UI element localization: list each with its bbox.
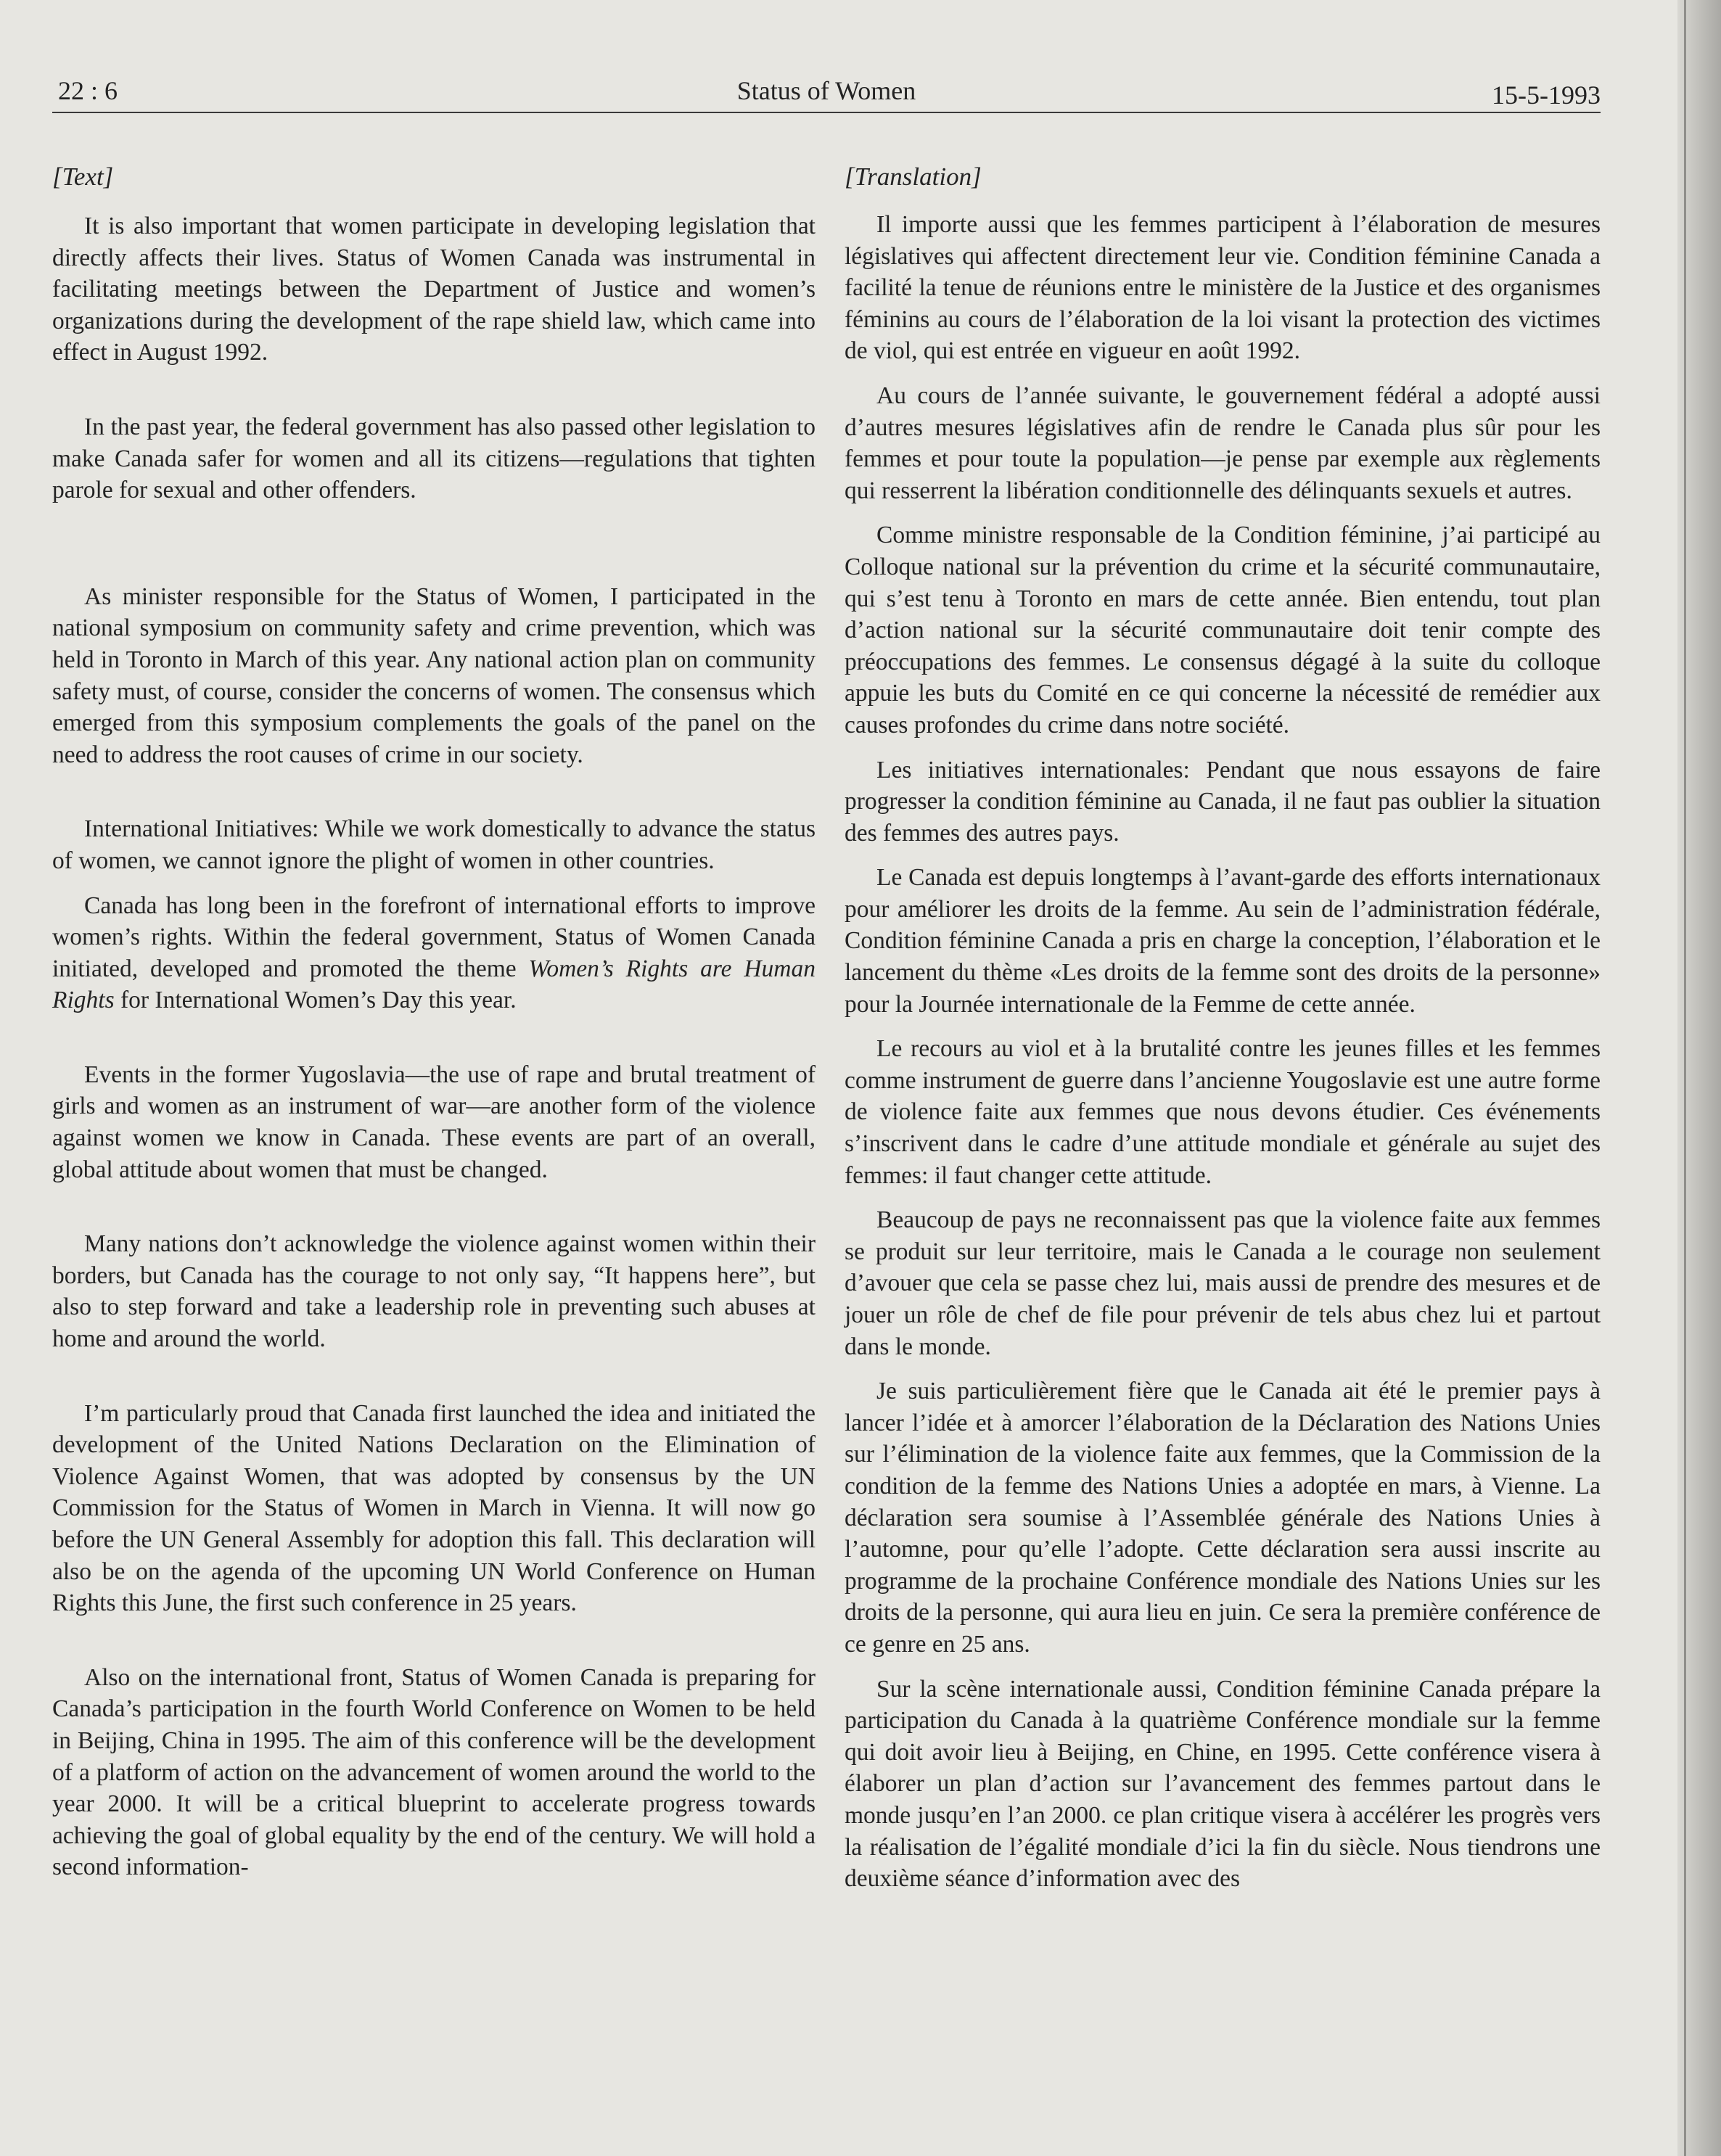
paragraph-fr-2: Au cours de l’année suivante, le gouvernement fédéral a adopté aussi d’autres mesures législatives afin de rendre le Canada plus sûr pour les femmes et pour toute la population—je pense par exemple aux règlements qui resserrent la libération conditionnelle des délinquants sexuels et autres. xyxy=(845,382,1601,504)
paragraph-fr-6: Le recours au viol et à la brutalité contre les jeunes filles et les femmes comme instrument de guerre dans l’ancienne Yougoslavie est une autre forme de violence faite aux femmes que nous devons étudier. Ces événements s’inscrivent dans le cadre d’une attitude mondiale et générale au sujet des femmes: il faut changer cette attitude. xyxy=(845,1035,1601,1189)
page-edge-line xyxy=(1684,0,1686,2156)
paragraph-en-4: International Initiatives: While we work domestically to advance the status of women, we cannot ignore the plight of women in other countries. xyxy=(52,815,816,874)
column-label-text: [Text] xyxy=(52,162,114,191)
paragraph-en-5-tail: for International Women’s Day this year. xyxy=(114,987,517,1014)
paragraph-en-9: Also on the international front, Status of Women Canada is preparing for Canada’s participation in the fourth World Conference on Women to be held in Beijing, China in 1995. The aim of this conference will be the development of a platform of action on the advancement of women around the world to the year 2000. It will be a critical blueprint to accelerate progress towards achieving the goal of global equality by the end of the century. We will hold a second information- xyxy=(52,1663,816,1881)
paragraph-fr-3: Comme ministre responsable de la Condition féminine, j’ai participé au Colloque national sur la prévention du crime et la sécurité communautaire, qui s’est tenu à Toronto en mars de cette année. Bien entendu, tout plan d’action national sur la sécurité communautaire doit tenir compte des préoccupations des femmes. Le consensus dégagé à la suite du colloque appuie les buts du Comité en ce qui concerne la nécessité de remédier aux causes profondes du crime dans notre société. xyxy=(845,522,1601,738)
page-number: 22 : 6 xyxy=(58,76,118,105)
paragraph-en-8: I’m particularly proud that Canada first launched the idea and initiated the development of the United Nations Declaration on the Elimination of Violence Against Women, that was adopted by consensus by the UN Commission for the Status of Women in March in Vienna. It will now go before the UN General Assembly for adoption this fall. This declaration will also be on the agenda of the upcoming UN World Conference on Human Rights this June, the first such conference in 25 years. xyxy=(52,1399,816,1617)
paragraph-en-5-text: Canada has long been in the forefront of international efforts to improve women’s rights. Within the federal government, Status of Women Canada initiated, developed and promoted the theme xyxy=(52,892,816,982)
paragraph-en-1: It is also important that women participate in developing legislation that directly affects their lives. Status of Women Canada was instrumental in facilitating meetings between the Department of Justice and women’s organizations during the development of the rape shield law, which came into effect in August 1992. xyxy=(52,213,816,366)
paragraph-en-2: In the past year, the federal government has also passed other legislation to make Canada safer for women and all its citizens—regulations that tighten parole for sexual and other offenders. xyxy=(52,413,816,504)
theme-title: Women’s Rights are Human Rights xyxy=(52,955,816,1014)
english-column xyxy=(52,161,816,1883)
paragraph-fr-1: Il importe aussi que les femmes participent à l’élaboration de mesures législatives qui affectent directement leur vie. Condition féminine Canada a facilité la tenue de réunions entre le ministère de la Justice et des organismes féminins au cours de l’élaboration de la loi visant la protection des victimes de viol, qui est entrée en vigueur en août 1992. xyxy=(845,211,1601,365)
paragraph-en-5 xyxy=(52,890,816,1016)
running-head xyxy=(52,75,1601,116)
document-page xyxy=(52,0,1601,2156)
paragraph-en-7: Many nations don’t acknowledge the violence against women within their borders, but Canada has the courage to not only say, “It happens here”, but also to step forward and take a leadership role in preventing such abuses at home and around the world. xyxy=(52,1230,816,1353)
running-title: Status of Women xyxy=(736,76,916,105)
paragraph-fr-4: Les initiatives internationales: Pendant que nous essayons de faire progresser la condition féminine au Canada, il ne faut pas oublier la situation des femmes des autres pays. xyxy=(845,756,1601,847)
paragraph-fr-7: Beaucoup de pays ne reconnaissent pas que la violence faite aux femmes se produit sur leur territoire, mais le Canada a le courage non seulement d’avouer que cela se passe chez lui, mais aussi de prendre des mesures et de jouer un rôle de chef de file pour prévenir de tels abus chez lui et partout dans le monde. xyxy=(845,1206,1601,1360)
paragraph-en-3: As minister responsible for the Status of Women, I participated in the national symposium on community safety and crime prevention, which was held in Toronto in March of this year. Any national action plan on community safety must, of course, consider the concerns of women. The consensus which emerged from this symposium complements the goals of the panel on the need to address the root causes of crime in our society. xyxy=(52,583,816,768)
paragraph-fr-8: Je suis particulièrement fière que le Canada ait été le premier pays à lancer l’idée et à amorcer l’élaboration de la Déclaration des Nations Unies sur l’élimination de la violence faite aux femmes, que la Commission de la condition de la femme des Nations Unies a adoptée en mars, à Vienne. La déclaration sera soumise à l’Assemblée générale des Nations Unies à l’automne, pour qu’elle l’adopte. Cette déclaration sera aussi inscrite au programme de la prochaine Conférence mondiale des Nations Unies sur les droits de la personne, qui aura lieu en juin. Ce sera la première conférence de ce genre en 25 ans. xyxy=(845,1378,1601,1658)
paragraph-en-6: Events in the former Yugoslavia—the use of rape and brutal treatment of girls and women as an instrument of war—are another form of the violence against women we know in Canada. These events are part of an overall, global attitude about women that must be changed. xyxy=(52,1061,816,1183)
header-rule xyxy=(52,112,1601,113)
french-column xyxy=(845,161,1601,1895)
paragraph-fr-5: Le Canada est depuis longtemps à l’avant-garde des efforts internationaux pour améliorer les droits de la femme. Au sein de l’administration fédérale, Condition féminine Canada a pris en charge la conception, l’élaboration et le lancement du thème «Les droits de la femme sont des droits de la personne» pour la Journée internationale de la Femme de cette année. xyxy=(845,864,1601,1018)
header-date: 15-5-1993 xyxy=(1492,81,1601,110)
column-label-translation: [Translation] xyxy=(845,162,982,191)
paragraph-fr-9: Sur la scène internationale aussi, Condition féminine Canada prépare la participation du Canada à la quatrième Conférence mondiale sur la femme qui doit avoir lieu à Beijing, en Chine, en 1995. Cette conférence visera à élaborer un plan d’action sur l’avancement des femmes partout dans le monde jusqu’en l’an 2000. ce plan critique visera à accélérer les progrès vers la réalisation de l’égalité mondiale d’ici la fin du siècle. Nous tiendrons une deuxième séance d’information avec des xyxy=(845,1675,1601,1893)
